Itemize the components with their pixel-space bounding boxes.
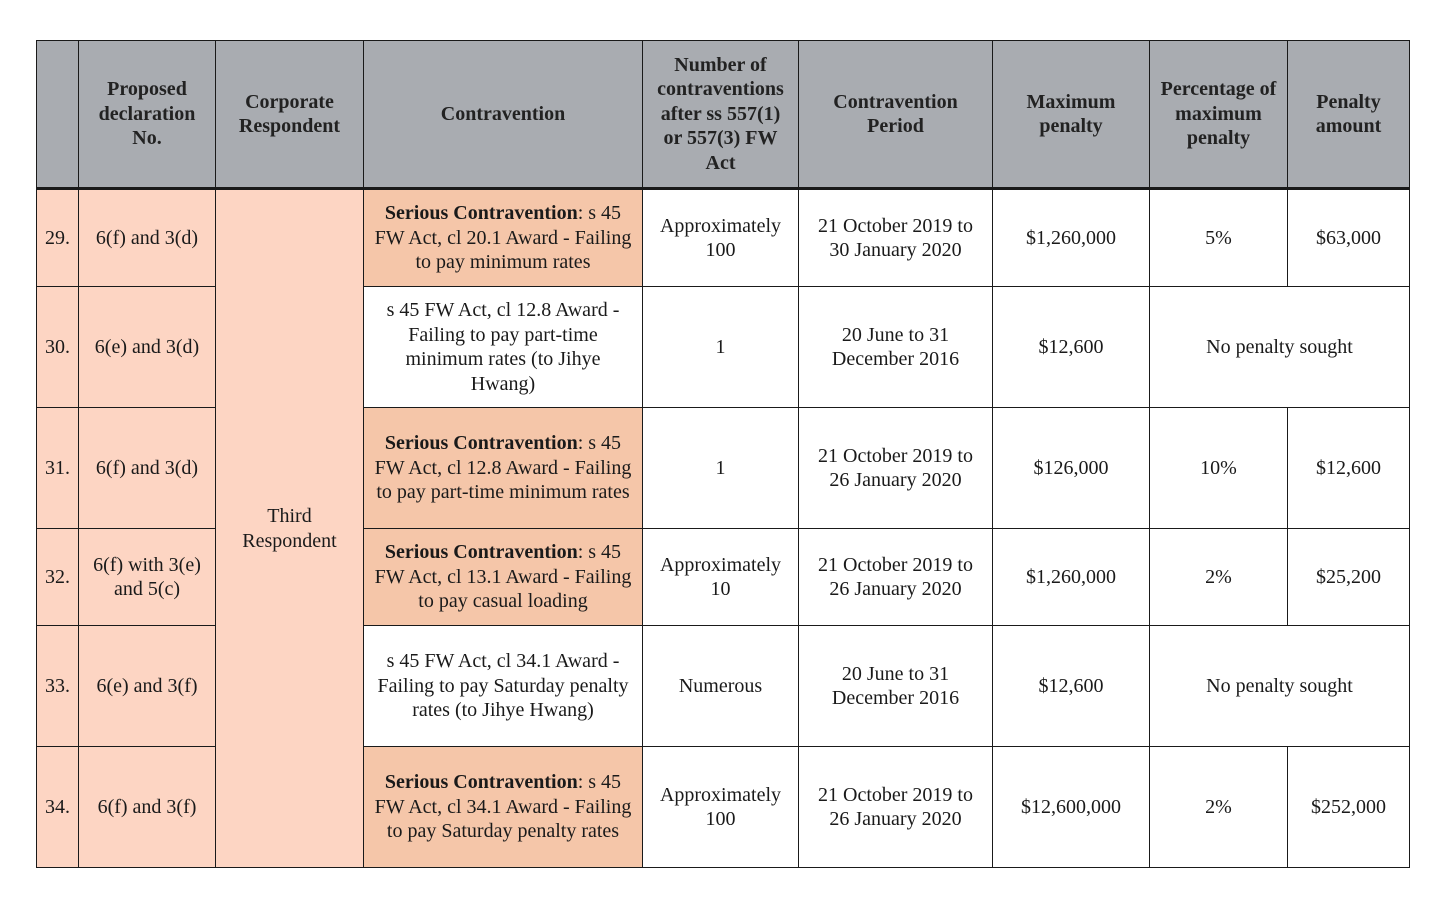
declaration-cell: 6(e) and 3(f) (79, 626, 216, 747)
count-cell: Approximately 100 (643, 747, 799, 868)
row-number: 30. (37, 287, 79, 408)
percentage-cell: 2% (1150, 529, 1288, 626)
count-cell: 1 (643, 287, 799, 408)
no-penalty-cell: No penalty sought (1150, 626, 1410, 747)
serious-label: Serious Contravention (384, 202, 578, 225)
header-contravention: Contravention (364, 41, 643, 189)
max-penalty-cell: $1,260,000 (993, 189, 1150, 287)
serious-label: Serious Contravention (384, 432, 578, 455)
table-row (37, 189, 1410, 287)
declaration-cell: 6(f) with 3(e) and 5(c) (79, 529, 216, 626)
period-cell: 21 October 2019 to 26 January 2020 (799, 408, 993, 529)
row-number: 32. (37, 529, 79, 626)
contravention-cell: s 45 FW Act, cl 12.8 Award - Failing to pay part-time minimum rates (to Jihye Hwang) (364, 287, 643, 408)
amount-cell: $25,200 (1288, 529, 1410, 626)
amount-cell: $12,600 (1288, 408, 1410, 529)
amount-cell: $63,000 (1288, 189, 1410, 287)
row-number: 31. (37, 408, 79, 529)
row-number: 33. (37, 626, 79, 747)
contravention-text: : s 45 FW Act, cl 12.8 Award - Failing to pay part-time minimum rates (374, 432, 632, 504)
contravention-cell: s 45 FW Act, cl 34.1 Award - Failing to pay Saturday penalty rates (to Jihye Hwang) (364, 626, 643, 747)
contravention-cell (364, 529, 643, 626)
header-row (37, 41, 1410, 189)
row-number: 29. (37, 189, 79, 287)
serious-label: Serious Contravention (384, 541, 578, 564)
period-cell: 21 October 2019 to 26 January 2020 (799, 529, 993, 626)
row-number: 34. (37, 747, 79, 868)
contravention-text: : s 45 FW Act, cl 13.1 Award - Failing to pay casual loading (374, 541, 632, 613)
header-period: Contravention Period (799, 41, 993, 189)
declaration-cell: 6(f) and 3(d) (79, 189, 216, 287)
respondent-cell: Third Respondent (216, 189, 364, 868)
serious-label: Serious Contravention (384, 771, 578, 794)
percentage-cell: 10% (1150, 408, 1288, 529)
max-penalty-cell: $12,600,000 (993, 747, 1150, 868)
header-num (37, 41, 79, 189)
no-penalty-cell: No penalty sought (1150, 287, 1410, 408)
header-percentage: Percentage of maximum penalty (1150, 41, 1288, 189)
count-cell: Approximately 100 (643, 189, 799, 287)
contravention-text: : s 45 FW Act, cl 20.1 Award - Failing to pay minimum rates (374, 202, 632, 274)
contravention-cell (364, 189, 643, 287)
period-cell: 21 October 2019 to 30 January 2020 (799, 189, 993, 287)
declaration-cell: 6(e) and 3(d) (79, 287, 216, 408)
penalty-table (36, 40, 1410, 868)
declaration-cell: 6(f) and 3(f) (79, 747, 216, 868)
period-cell: 20 June to 31 December 2016 (799, 287, 993, 408)
percentage-cell: 2% (1150, 747, 1288, 868)
amount-cell: $252,000 (1288, 747, 1410, 868)
declaration-cell: 6(f) and 3(d) (79, 408, 216, 529)
max-penalty-cell: $12,600 (993, 287, 1150, 408)
max-penalty-cell: $1,260,000 (993, 529, 1150, 626)
count-cell: Numerous (643, 626, 799, 747)
header-amount: Penalty amount (1288, 41, 1410, 189)
contravention-text: : s 45 FW Act, cl 34.1 Award - Failing to pay Saturday penalty rates (374, 771, 632, 843)
max-penalty-cell: $12,600 (993, 626, 1150, 747)
max-penalty-cell: $126,000 (993, 408, 1150, 529)
header-declaration: Proposed declaration No. (79, 41, 216, 189)
contravention-cell (364, 747, 643, 868)
period-cell: 20 June to 31 December 2016 (799, 626, 993, 747)
header-count: Number of contraventions after ss 557(1) or 557(3) FW Act (643, 41, 799, 189)
header-max-penalty: Maximum penalty (993, 41, 1150, 189)
percentage-cell: 5% (1150, 189, 1288, 287)
header-respondent: Corporate Respondent (216, 41, 364, 189)
period-cell: 21 October 2019 to 26 January 2020 (799, 747, 993, 868)
count-cell: 1 (643, 408, 799, 529)
contravention-cell (364, 408, 643, 529)
count-cell: Approximately 10 (643, 529, 799, 626)
